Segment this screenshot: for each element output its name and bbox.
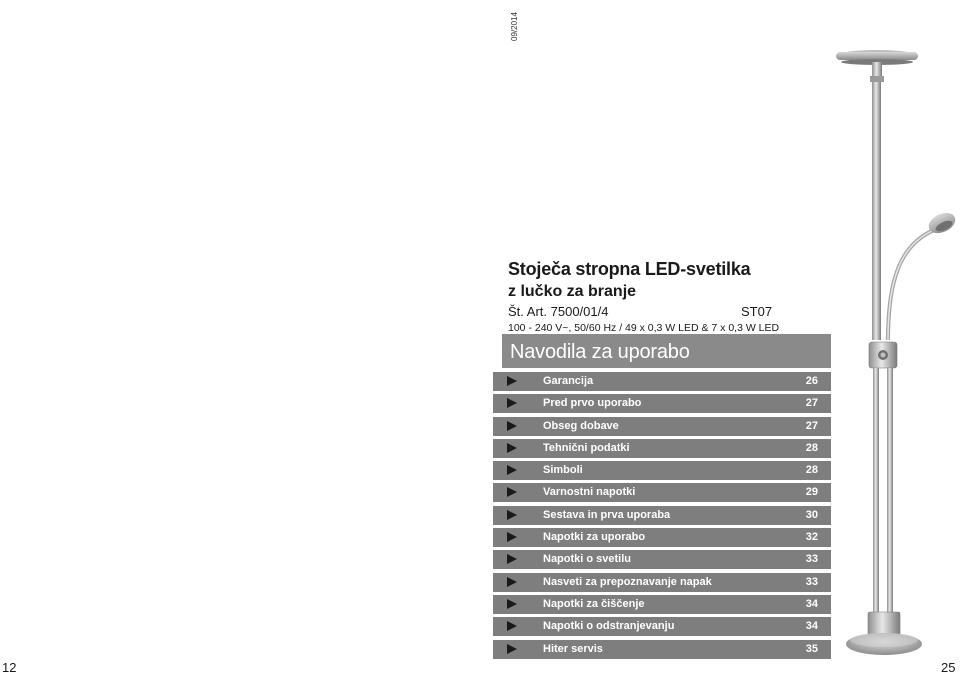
date-stamp: 09/2014	[510, 12, 519, 42]
product-spec: 100 - 240 V~, 50/60 Hz / 49 x 0,3 W LED & 7 x 0,3 W LED	[508, 322, 780, 334]
floor-lamp-image	[830, 40, 960, 660]
toc-item[interactable]	[493, 640, 831, 659]
arrow-right-icon	[507, 465, 517, 475]
toc-item-label: Garancija	[543, 375, 594, 387]
product-subtitle: z lučko za branje	[508, 283, 637, 300]
instructions-header	[502, 334, 831, 368]
toc-item-page: 27	[805, 397, 818, 410]
toc-item-page: 33	[805, 553, 818, 566]
toc-item-label: Pred prvo uporabo	[543, 397, 642, 410]
toc-item-label: Obseg dobave	[543, 419, 619, 432]
toc-item-label: Napotki o svetilu	[543, 553, 632, 566]
toc-item-label: Sestava in prva uporaba	[543, 508, 671, 521]
toc-item-page: 34	[805, 620, 818, 633]
arrow-right-icon	[507, 421, 517, 431]
toc-item-page: 27	[805, 419, 818, 432]
toc-item-label: Napotki o odstranjevanju	[543, 620, 675, 633]
arrow-right-icon	[507, 487, 517, 497]
toc-item-page: 29	[805, 486, 818, 499]
toc-item-page: 35	[805, 642, 818, 655]
toc-item[interactable]	[493, 550, 831, 569]
toc-item[interactable]	[493, 461, 831, 480]
toc-item[interactable]	[493, 394, 831, 413]
page-number-right: 25	[941, 660, 956, 675]
toc-item-label: Simboli	[543, 464, 583, 477]
arrow-right-icon	[507, 398, 517, 408]
arrow-right-icon	[507, 554, 517, 564]
toc-item-label: Varnostni napotki	[543, 486, 636, 499]
arrow-right-icon	[507, 599, 517, 609]
page-number-left: 12	[2, 660, 17, 675]
product-code: ST07	[741, 304, 773, 319]
instructions-header-title: Navodila za uporabo	[510, 341, 690, 363]
toc-item-page: 32	[805, 531, 818, 544]
toc-item[interactable]	[493, 439, 831, 458]
toc-item-page: 34	[805, 597, 818, 610]
arrow-right-icon	[507, 644, 517, 654]
toc-item-label: Hiter servis	[543, 642, 603, 655]
toc-item[interactable]	[493, 417, 831, 436]
toc-item[interactable]	[493, 372, 831, 391]
article-number: Št. Art. 7500/01/4	[508, 304, 609, 319]
toc-item[interactable]	[493, 595, 831, 614]
toc-item-label: Nasveti za prepoznavanje napak	[543, 575, 712, 588]
toc-item-label: Napotki za uporabo	[543, 531, 646, 544]
toc-item-page: 26	[805, 375, 818, 387]
table-of-contents	[493, 372, 831, 662]
arrow-right-icon	[507, 621, 517, 631]
arrow-right-icon	[507, 443, 517, 453]
arrow-right-icon	[507, 532, 517, 542]
arrow-right-icon	[507, 577, 517, 587]
arrow-right-icon	[507, 510, 517, 520]
toc-item[interactable]	[493, 573, 831, 592]
toc-item-page: 30	[805, 508, 818, 521]
toc-item-label: Tehnični podatki	[543, 441, 630, 454]
toc-item-page: 28	[805, 441, 818, 454]
toc-item[interactable]	[493, 528, 831, 547]
toc-item-label: Napotki za čiščenje	[543, 597, 645, 610]
toc-item-page: 28	[805, 464, 818, 477]
arrow-right-icon	[507, 376, 517, 386]
toc-item[interactable]	[493, 506, 831, 525]
toc-item-page: 33	[805, 575, 818, 588]
toc-item[interactable]	[493, 617, 831, 636]
product-title: Stoječa stropna LED-svetilka	[508, 259, 751, 279]
toc-item[interactable]	[493, 483, 831, 502]
article-row	[508, 304, 830, 319]
